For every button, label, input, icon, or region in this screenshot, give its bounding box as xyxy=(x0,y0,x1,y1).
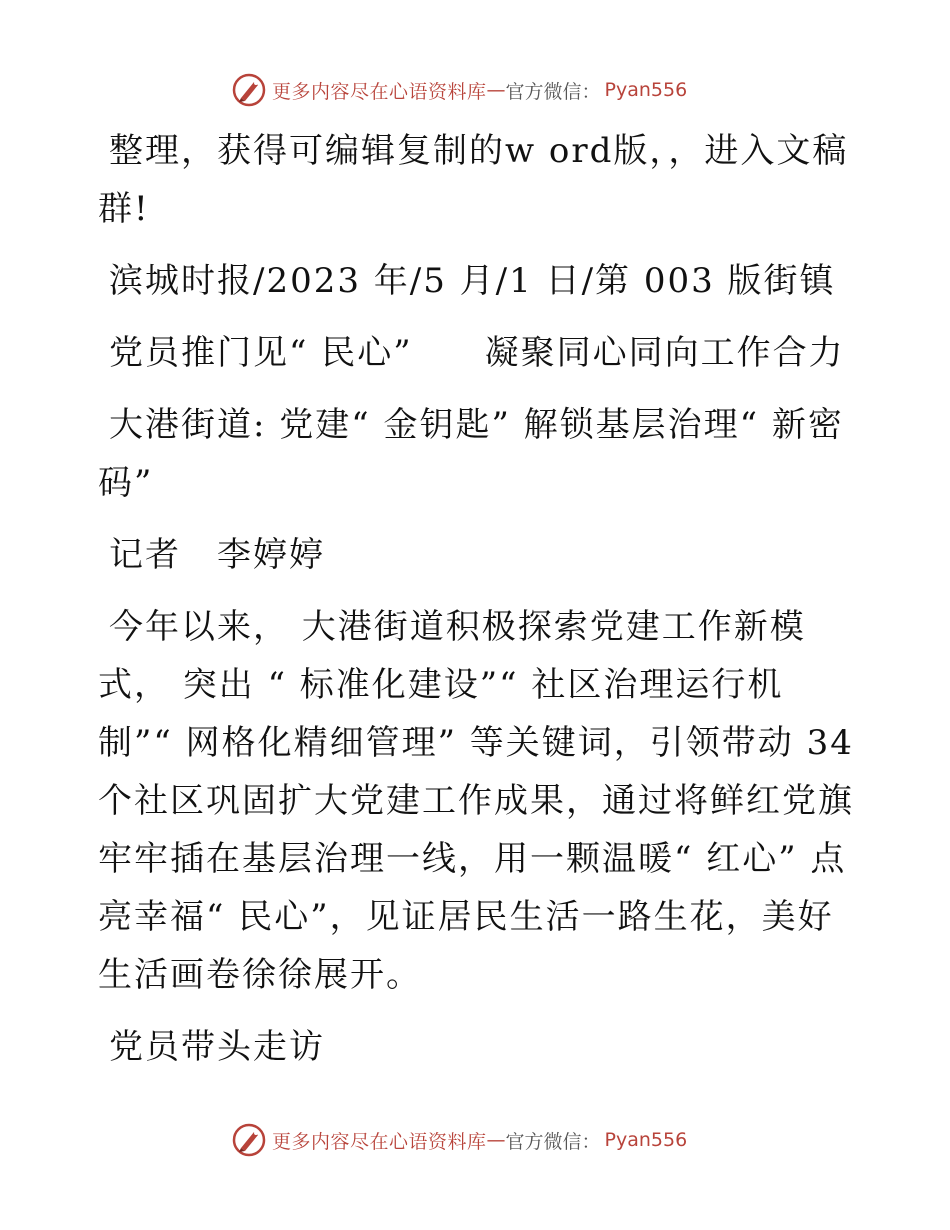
section-heading: 党员带头走访 xyxy=(109,1027,325,1067)
banner-wechat-id: Pyan556 xyxy=(604,79,688,101)
banner-dash: — xyxy=(486,1129,506,1151)
article-body xyxy=(98,122,858,1076)
article-kicker: 党员推门见“ 民心” 凝聚同心同向工作合力 xyxy=(109,333,845,373)
pen-logo-icon xyxy=(232,1123,266,1157)
intro-note: 整理，获得可编辑复制的w ord版，，进入文稿群! xyxy=(98,131,849,229)
banner-text: 更多内容尽在心语资料库 xyxy=(272,80,487,103)
footer-watermark xyxy=(232,1122,687,1158)
banner-dash: — xyxy=(486,79,506,101)
byline: 记者 李婷婷 xyxy=(109,535,325,575)
banner-label: 官方微信： xyxy=(505,1130,601,1153)
banner-label: 官方微信： xyxy=(505,80,601,103)
source-line: 滨城时报/2023 年/5 月/1 日/第 003 版街镇 xyxy=(109,261,836,301)
banner-wechat-id: Pyan556 xyxy=(604,1129,688,1151)
header-watermark xyxy=(232,72,687,108)
pen-logo-icon xyxy=(232,73,266,107)
article-title: 大港街道: 党建“ 金钥匙” 解锁基层治理“ 新密码” xyxy=(98,405,844,503)
banner-text: 更多内容尽在心语资料库 xyxy=(272,1130,487,1153)
body-paragraph: 今年以来， 大港街道积极探索党建工作新模式， 突出 “ 标准化建设”“ 社区治理运行机制”“ 网格化精细管理” 等关键词，引领带动 34 个社区巩固扩大党建工作成果，通过将鲜红党旗牢牢插在基层治理一线，用一颗温暖“ 红心” 点亮幸福“ 民心”，见证居民生活一路生花，美好生活画卷徐徐展开。 xyxy=(98,607,854,995)
